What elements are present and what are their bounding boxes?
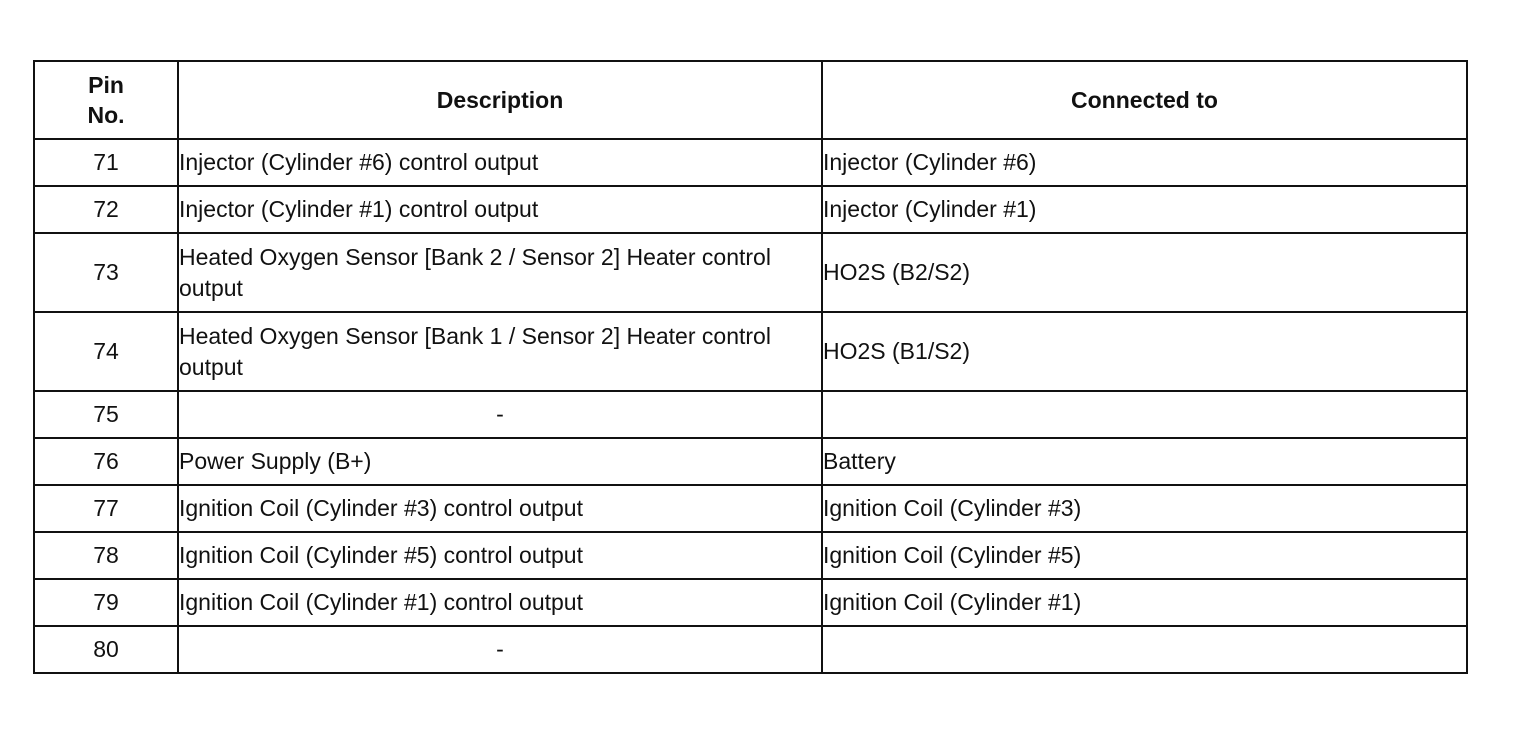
pin-cell: 78 — [34, 532, 178, 579]
description-cell: - — [178, 626, 822, 673]
table-row — [34, 391, 1467, 438]
description-cell: Ignition Coil (Cylinder #5) control output — [178, 532, 822, 579]
connected-to-cell — [822, 391, 1467, 438]
table-row — [34, 438, 1467, 485]
description-cell: Heated Oxygen Sensor [Bank 2 / Sensor 2] Heater control output — [178, 233, 822, 312]
description-cell: Injector (Cylinder #6) control output — [178, 139, 822, 186]
connected-to-cell: Ignition Coil (Cylinder #3) — [822, 485, 1467, 532]
description-cell: Injector (Cylinder #1) control output — [178, 186, 822, 233]
pin-cell: 72 — [34, 186, 178, 233]
connected-to-cell: Injector (Cylinder #1) — [822, 186, 1467, 233]
description-cell: Ignition Coil (Cylinder #1) control output — [178, 579, 822, 626]
connected-to-cell: Injector (Cylinder #6) — [822, 139, 1467, 186]
connected-to-cell: HO2S (B2/S2) — [822, 233, 1467, 312]
header-pin-line1: Pin — [88, 72, 124, 98]
description-cell: Ignition Coil (Cylinder #3) control output — [178, 485, 822, 532]
table-row — [34, 626, 1467, 673]
table-row — [34, 532, 1467, 579]
table-row — [34, 485, 1467, 532]
description-cell: Heated Oxygen Sensor [Bank 1 / Sensor 2] Heater control output — [178, 312, 822, 391]
table-row — [34, 579, 1467, 626]
pin-cell: 77 — [34, 485, 178, 532]
connected-to-cell: Ignition Coil (Cylinder #5) — [822, 532, 1467, 579]
connected-to-cell: Ignition Coil (Cylinder #1) — [822, 579, 1467, 626]
connected-to-cell: Battery — [822, 438, 1467, 485]
connected-to-cell: HO2S (B1/S2) — [822, 312, 1467, 391]
header-pin-no — [34, 61, 178, 139]
connected-to-cell — [822, 626, 1467, 673]
pin-cell: 75 — [34, 391, 178, 438]
description-cell: Power Supply (B+) — [178, 438, 822, 485]
pin-table — [33, 60, 1468, 674]
pin-cell: 79 — [34, 579, 178, 626]
table-row — [34, 233, 1467, 312]
pin-cell: 74 — [34, 312, 178, 391]
pin-cell: 71 — [34, 139, 178, 186]
table-row — [34, 139, 1467, 186]
pin-cell: 73 — [34, 233, 178, 312]
pin-cell: 76 — [34, 438, 178, 485]
table-row — [34, 312, 1467, 391]
pin-cell: 80 — [34, 626, 178, 673]
table-row — [34, 186, 1467, 233]
header-connected-to: Connected to — [822, 61, 1467, 139]
header-description: Description — [178, 61, 822, 139]
header-row — [34, 61, 1467, 139]
header-pin-line2: No. — [87, 102, 125, 128]
description-cell: - — [178, 391, 822, 438]
